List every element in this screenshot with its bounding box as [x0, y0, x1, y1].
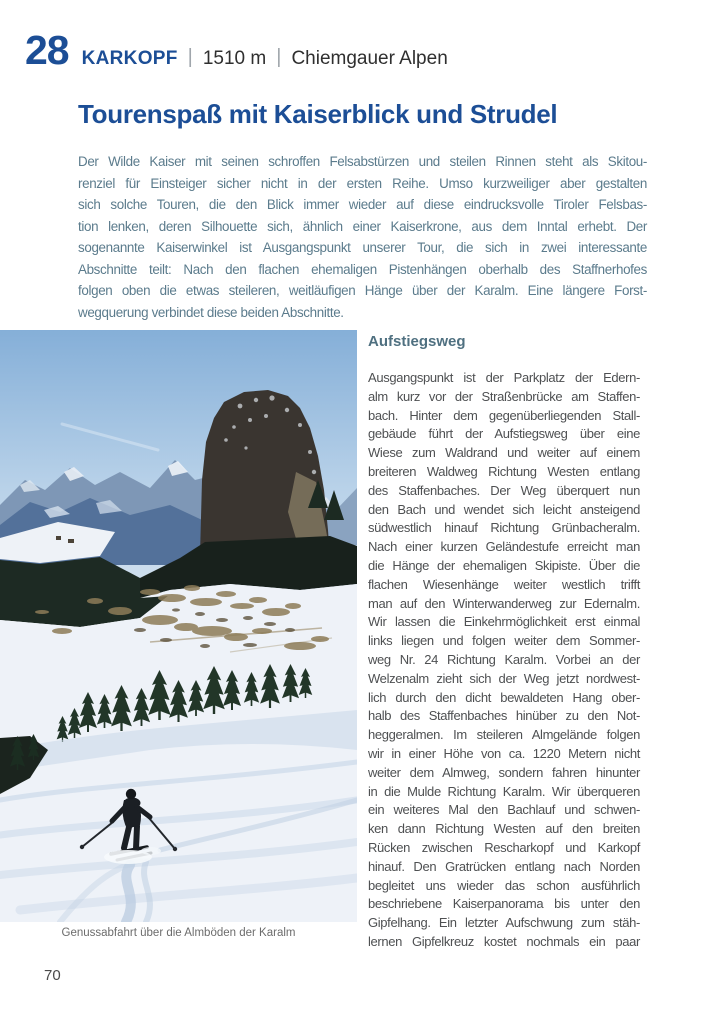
article-title: Tourenspaß mit Kaiserblick und Strudel	[78, 99, 558, 129]
section-heading: Aufstiegsweg	[368, 333, 466, 350]
tour-photo	[0, 330, 357, 922]
header-separator: |	[276, 46, 282, 68]
route-column	[368, 333, 640, 952]
tour-number: 28	[25, 27, 69, 73]
ski-scene-illustration	[0, 330, 357, 922]
tour-header	[25, 27, 448, 73]
photo-caption: Genussabfahrt über die Almböden der Karalm	[61, 927, 296, 939]
header-separator: |	[187, 46, 193, 68]
region: Chiemgauer Alpen	[291, 48, 448, 69]
elevation: 1510 m	[202, 48, 267, 69]
route-description: Ausgangspunkt ist der Parkplatz der Edern- alm kurz vor der Straßenbrücke am Staffen- bach. Hinter dem gegenüberliegenden Stall- gebäude führt der Aufstiegsweg über eine Wiese zum Waldrand und weiter auf einem breiteren Waldweg Richtung Westen entlang des Staffenbaches. Der Weg überquert nun den Bach und wendet sich leicht ansteigend südwestlich hinauf Richtung Grünbacheralm. Nach einer kurzen Geländestufe erreicht man die Hänge der ehemaligen Skipiste. Über die flachen Wiesenhänge weiter westlich trifft man auf den Winterwanderweg zur Edernalm. Wir lassen die Einkehrmöglichkeit erst einmal links liegen und folgen weiter dem Sommer- weg Nr. 24 Richtung Karalm. Vorbei an der Welzenalm zieht sich der Weg jetzt nordwest- lich durch den dicht bewaldeten Hang ober- halb des Staffenbaches hinüber zu den Not- heggeralmen. Im steileren Almgelände folgen wir in einer Höhe von ca. 1220 Metern nicht weiter dem Almweg, sondern fahren hinunter in die Mulde Richtung Karalm. Wir überqueren ein weiteres Mal den Bachlauf und schwen- ken dann Richtung Westen auf den breiten Rücken zwischen Rescharkopf und Karkopf hinauf. Den Gratrücken entlang nach Norden begleitet uns wieder das schon ausführlich beschriebene Kaiserpanorama bis unter den Gipfelhang. Ein letzter Aufschwung zum stäh- lernen Gipfelkreuz kostet nochmals ein paar	[368, 370, 640, 949]
peak-name: KARKOPF	[81, 48, 178, 69]
intro-paragraph: Der Wilde Kaiser mit seinen schroffen Felsabstürzen und steilen Rinnen steht als Skitou- renziel für Einsteiger sicher nicht in der ersten Reihe. Umso kurzweiliger aber gestalten sich solche Touren, die den Blick immer wieder auf diese eindrucksvolle Tiroler Felsbas- tion lenken, deren Silhouette sich, ähnlich einer Kaiserkrone, aus dem Inntal erhebt. Der sogenannte Kaiserwinkel ist Ausgangspunkt unserer Tour, die sich in zwei interessante Abschnitte teilt: Nach den flachen ehemaligen Pistenhängen oberhalb des Staffnerhofes folgen oben die etwas steileren, weitläufigen Hänge über der Karalm. Eine längere Forst- wegquerung verbindet diese beiden Abschnitte.	[78, 154, 647, 320]
page-number: 70	[44, 967, 61, 984]
